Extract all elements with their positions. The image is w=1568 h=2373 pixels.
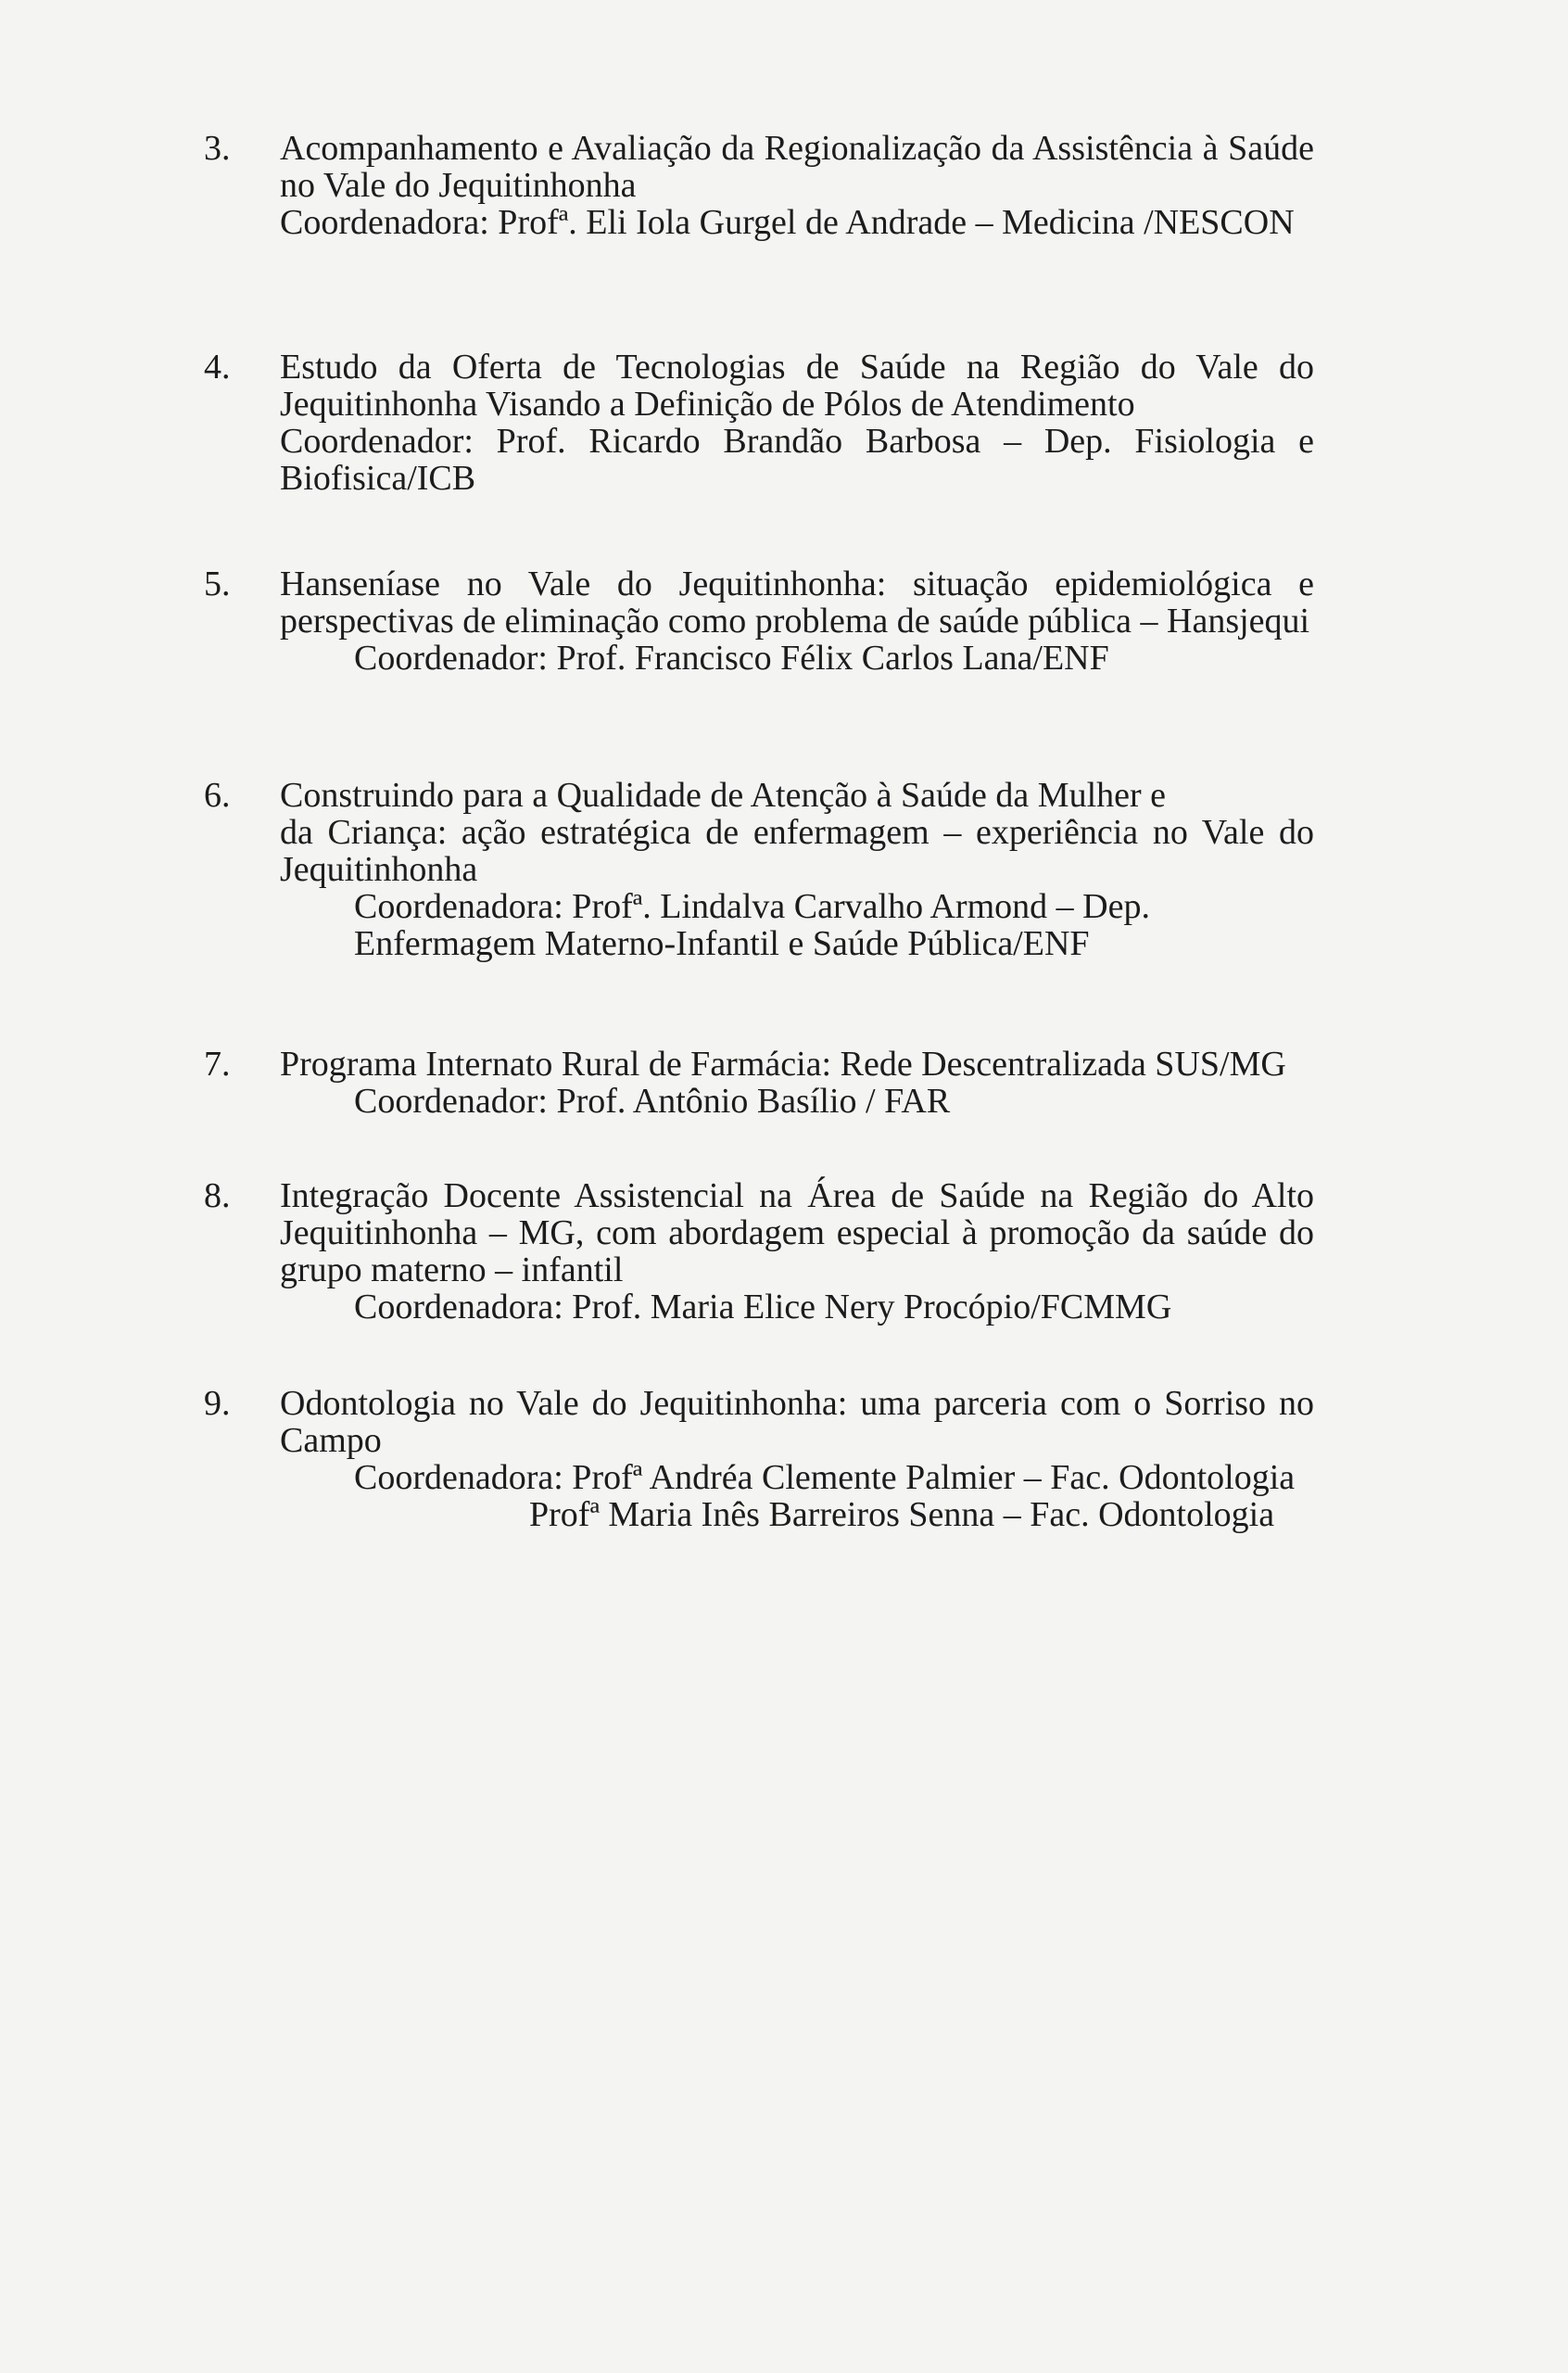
list-item	[204, 349, 1316, 497]
item-number: 4.	[204, 348, 231, 387]
item-coordinator-department: Enfermagem Materno-Infantil e Saúde Pública/ENF	[354, 924, 1090, 963]
item-coordinator: Coordenadora: Prof. Maria Elice Nery Procópio/FCMMG	[354, 1288, 1172, 1326]
item-coordinator: Coordenador: Prof. Francisco Félix Carlos Lana/ENF	[354, 639, 1109, 678]
item-number: 6.	[204, 776, 231, 815]
list-item	[204, 565, 1316, 677]
list-item	[204, 1046, 1316, 1120]
item-number: 8.	[204, 1176, 231, 1215]
item-number: 5.	[204, 565, 231, 603]
list-item	[204, 1385, 1316, 1533]
item-number: 7.	[204, 1045, 231, 1084]
list-item	[204, 130, 1316, 241]
item-title: Acompanhamento e Avaliação da Regionalização da Assistência à Saúde no Vale do Jequitinhonha	[280, 129, 1314, 205]
item-coordinator: Coordenadora: Profª. Eli Iola Gurgel de Andrade – Medicina /NESCON	[280, 203, 1295, 242]
item-number: 3.	[204, 129, 231, 168]
item-coordinator: Coordenadora: Profª Andréa Clemente Palmier – Fac. Odontologia	[354, 1458, 1296, 1497]
item-title: Hanseníase no Vale do Jequitinhonha: situação epidemiológica e perspectivas de eliminação como problema de saúde pública – Hansjequi	[280, 565, 1314, 641]
item-number: 9.	[204, 1384, 231, 1423]
list-item	[204, 1177, 1316, 1326]
item-coordinator: Coordenador: Prof. Ricardo Brandão Barbosa – Dep. Fisiologia e Biofisica/ICB	[280, 422, 1314, 498]
list-item	[204, 777, 1316, 962]
item-title: Odontologia no Vale do Jequitinhonha: uma parceria com o Sorriso no Campo	[280, 1384, 1314, 1460]
item-coordinator: Coordenadora: Profª. Lindalva Carvalho Armond – Dep.	[354, 887, 1150, 926]
item-title-line: Construindo para a Qualidade de Atenção à Saúde da Mulher e	[280, 776, 1167, 815]
item-title: da Criança: ação estratégica de enfermagem – experiência no Vale do Jequitinhonha	[280, 813, 1314, 889]
item-title: Integração Docente Assistencial na Área de Saúde na Região do Alto Jequitinhonha – MG, com abordagem especial à promoção da saúde do grupo materno – infantil	[280, 1176, 1314, 1289]
item-coordinator: Coordenador: Prof. Antônio Basílio / FAR	[354, 1082, 951, 1121]
item-title: Programa Internato Rural de Farmácia: Rede Descentralizada SUS/MG	[280, 1045, 1286, 1084]
item-title: Estudo da Oferta de Tecnologias de Saúde na Região do Vale do Jequitinhonha Visando a Definição de Pólos de Atendimento	[280, 348, 1314, 424]
item-coordinator-second: Profª Maria Inês Barreiros Senna – Fac. Odontologia	[529, 1495, 1275, 1534]
